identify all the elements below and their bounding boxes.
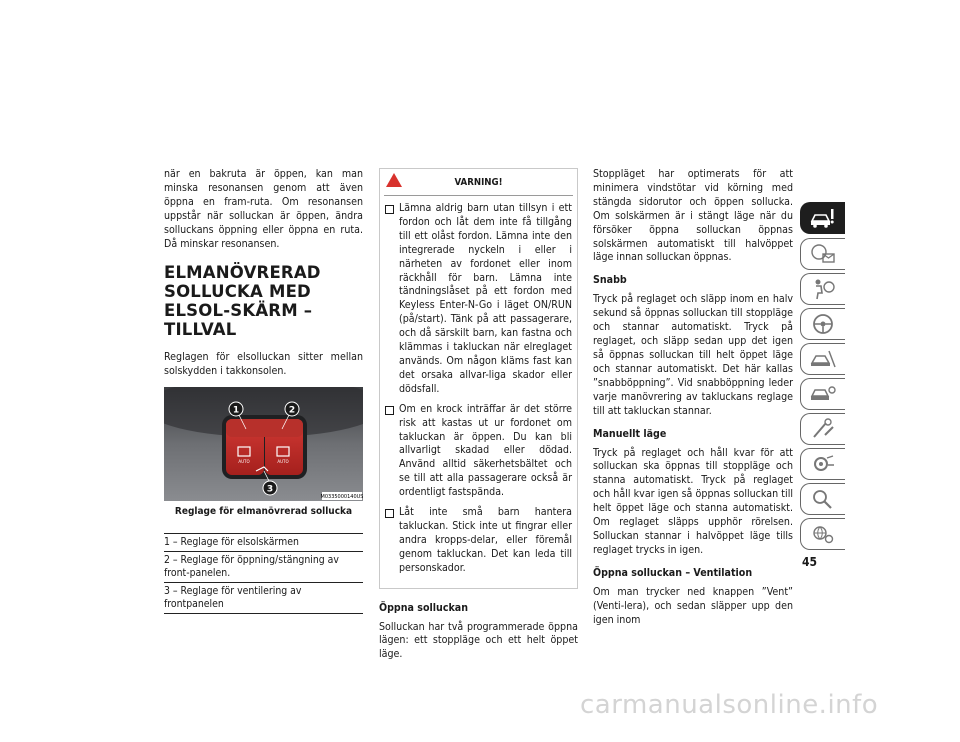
subheading-snabb: Snabb [593,274,627,287]
service-icon [809,382,837,406]
tab-index[interactable] [800,483,845,515]
figure-legend [164,533,363,614]
subheading-open-sunroof: Öppna solluckan [379,601,469,614]
callout-1: 1 [232,405,240,416]
tab-maintenance[interactable] [800,413,845,445]
checkbox-bullet-icon [385,406,394,415]
message-icon [809,242,837,266]
auto-label-left: AUTO [238,459,250,465]
tab-messages[interactable] [800,238,845,270]
tab-emergency[interactable] [800,343,845,375]
auto-label-right: AUTO [277,459,289,465]
language-icon [809,522,837,546]
legend-item: 2 – Reglage för öppning/stängning av front-panelen. [164,552,363,583]
legend-item: 3 – Reglage för ventilering av frontpanelen [164,583,363,614]
warning-box [379,168,578,589]
tab-car-info[interactable] [800,202,845,234]
controls-paragraph: Reglagen för elsolluckan sitter mellan solskydden i takkonsolen. [164,351,363,378]
section-heading: ELMANÖVRERAD SOLLUCKA MED ELSOL-SKÄRM – TILLVAL [164,263,321,340]
callout-3: 3 [266,484,274,495]
manuellt-paragraph: Tryck på reglaget och håll kvar för att solluckan ska öppnas till stoppläge och stanna automatiskt. Tryck på reglaget och håll kvar igen så öppnas solluckan till helt öppet läge och stanna automatiskt. Om reglaget släpps upphör rörelsen. Solluckan stannar i halvöppet läge tills reglaget trycks in igen. [593,446,793,556]
open-sunroof-paragraph: Solluckan har två programmerade öppna lägen: ett stoppläge och ett helt öppet läge. [379,620,578,661]
steering-wheel-icon [809,312,837,336]
subheading-ventilation: Öppna solluckan – Ventilation [593,566,753,579]
tab-service[interactable] [800,378,845,410]
warning-header [384,169,573,196]
figure-code: M0335000140US [320,494,363,501]
stop-position-paragraph: Stoppläget har optimerats för att minimera vindstötar vid körning med stängda sidorutor och öppen sollucka. Om solskärmen är i stängt läge när du försöker öppna solluckan öppnas solskärmen automatiskt till halvöppet läge innan solluckan öppnas. [593,168,793,264]
sunroof-controls-photo [164,387,363,501]
column-right [593,168,793,635]
tab-language[interactable] [800,518,845,550]
specs-icon [809,452,837,476]
watermark: carmanualsonline.info [580,690,879,720]
airbag-icon [809,277,837,301]
snabb-paragraph: Tryck på reglaget och släpp inom en halv sekund så öppnas solluckan till stoppläge och stannar automatiskt. Tryck på reglaget, och släpp sedan upp det igen så öppnas solluckan till helt öppet läge och stannar automatiskt. Det här kallas ”snabböppning”. Vid snabböppning leder varje manövrering av takluckans reglage till att takluckan stannar. [593,293,793,417]
checkbox-bullet-icon [385,205,394,214]
subheading-manuellt: Manuellt läge [593,427,667,440]
column-middle [379,168,578,670]
warning-item: Om en krock inträffar är det större risk att kastas ut ur fordonet om takluckan är öppen. Du kan bli allvarligt skadad eller dödad. Använd alltid säkerhetsbältet och se till att alla passagerare också är ordentligt fastspända. [385,403,572,500]
warning-body [380,196,577,588]
tab-specifications[interactable] [800,448,845,480]
warning-item: Lämna aldrig barn utan tillsyn i ett fordon och låt dem inte få tillgång till ett olåst fordon. Lämna inte den integrerade nyckeln i eller i närheten av fordonet eller inom räckhåll för barn. Lämna inte tändningslåset på ett fordon med Keyless Enter-N-Go i läget ON/RUN (på/start). Tänk på att passagerare, och då särskilt barn, kan fastna och klämmas i takluckan när elreglaget används. Om någon kläms fast kan det orsaka allvar-liga skador eller dödsfall. [385,202,572,397]
warning-item: Låt inte små barn hantera takluckan. Stick inte ut fingrar eller andra kropps-delar, eller föremål genom takluckan. Det kan leda till personskador. [385,506,572,576]
tab-driving[interactable] [800,308,845,340]
callout-2: 2 [288,405,296,416]
checkbox-bullet-icon [385,509,394,518]
ventilation-paragraph: Om man trycker ned knappen ”Vent” (Venti-lera), och sedan släpper upp den igen inom [593,585,793,626]
tab-safety[interactable] [800,273,845,305]
crash-icon [809,347,837,371]
figure-caption: Reglage för elmanövrerad sollucka [174,506,353,518]
warning-title: VARNING! [454,177,503,188]
car-info-icon [809,206,837,230]
legend-item: 1 – Reglage för elsolskärmen [164,534,363,552]
page-number: 45 [802,555,818,569]
column-left [164,168,363,614]
intro-paragraph: när en bakruta är öppen, kan man minska resonansen genom att även öppna en fram-ruta. Om resonansen uppstår när solluckan är öppen, ändra solluckans öppning eller öppna en ruta. Då minskar resonansen. [164,168,363,250]
search-icon [809,487,837,511]
tools-icon [809,417,837,441]
